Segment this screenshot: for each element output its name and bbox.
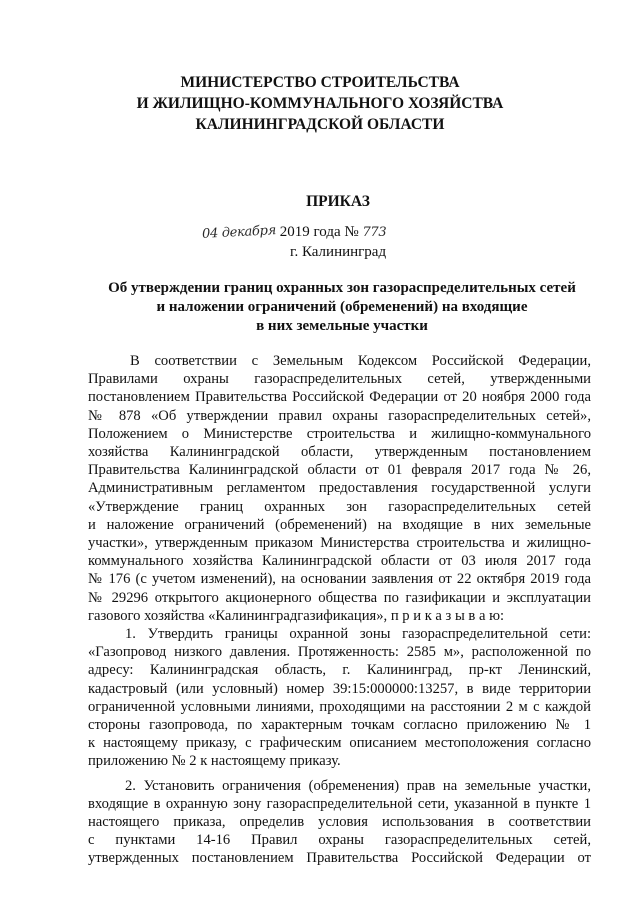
body-line: Правительства Калининградской области от 01 февраля 2017 года № 26, xyxy=(88,462,591,479)
body-line: газового хозяйства «Калининградгазификация», п р и к а з ы в а ю: xyxy=(88,607,505,624)
body-line: постановлением Правительства Российской Федерации от 20 ноября 2000 года xyxy=(88,389,591,406)
handwritten-date: 04 декабря xyxy=(201,223,277,242)
subject-line: и наложении ограничений (обременений) на входящие xyxy=(156,299,528,315)
body-line: адресу: Калининградская область, г. Калининград, пр-кт Ленинский, xyxy=(88,662,591,679)
body-line: 1. Утвердить границы охранной зоны газораспределительной сети: xyxy=(125,626,591,643)
body-line: к настоящему приказу, с графическим описанием местоположения согласно xyxy=(88,735,591,752)
body-line: 2. Установить ограничения (обременения) прав на земельные участки, xyxy=(125,777,591,794)
handwritten-number: 773 xyxy=(362,225,387,240)
body-line: «Газопровод низкого давления. Протяженность: 2585 м», расположенной по xyxy=(88,644,591,661)
subject-line: в них земельные участки xyxy=(256,318,428,334)
body-line: В соответствии с Земельным Кодексом Российской Федерации, xyxy=(130,353,591,369)
body-line: настоящего приказа, определив условия использования в соответствии xyxy=(88,814,591,831)
order-title: ПРИКАЗ xyxy=(306,193,370,210)
order-body xyxy=(88,352,591,868)
body-line: ограниченной условными линиями, проходящими на расстоянии 2 м с каждой xyxy=(88,698,591,715)
body-line: хозяйства Калининградской области, утвержденным постановлением xyxy=(88,444,591,461)
body-line: Правилами охраны газораспределительных сетей, утвержденными xyxy=(88,371,591,388)
order-year-text: 2019 года № xyxy=(279,224,359,240)
body-line: приложению № 2 к настоящему приказу. xyxy=(88,753,341,770)
body-line: стороны газопровода, по характерным точкам согласно приложению № 1 xyxy=(88,717,591,734)
body-line: № 878 «Об утверждении правил охраны газораспределительных сетей», xyxy=(88,407,591,424)
body-line: и наложение ограничений (обременений) на входящие в них земельные xyxy=(88,516,591,533)
order-city: г. Калининград xyxy=(290,244,387,260)
body-line: с пунктами 14-16 Правил охраны газораспределительных сетей, xyxy=(88,832,591,849)
body-line: Положением о Министерстве строительства и жилищно-коммунального xyxy=(88,425,591,442)
body-line: утвержденных постановлением Правительства Российской Федерации от xyxy=(88,850,591,867)
order-subject xyxy=(92,279,592,336)
header-line: МИНИСТЕРСТВО СТРОИТЕЛЬСТВА xyxy=(180,74,460,91)
header-line: И ЖИЛИЩНО-КОММУНАЛЬНОГО ХОЗЯЙСТВА xyxy=(136,95,504,112)
header-line: КАЛИНИНГРАДСКОЙ ОБЛАСТИ xyxy=(195,116,445,133)
subject-line: Об утверждении границ охранных зон газораспределительных сетей xyxy=(108,280,576,296)
ministry-header xyxy=(0,72,640,135)
body-line: входящие в охранную зону газораспределительной сети, указанной в пункте 1 xyxy=(88,795,591,812)
body-line: кадастровый (или условный) номер 39:15:000000:13257, в виде территории xyxy=(88,680,591,697)
order-date-line xyxy=(202,224,386,241)
body-line: Административным регламентом предоставления государственной услуги xyxy=(88,480,591,497)
body-line: коммунального хозяйства Калининградской области от 03 июля 2017 года xyxy=(88,553,591,570)
body-line: «Утверждение границ охранных зон газораспределительных сетей xyxy=(88,498,591,515)
body-line: участки», утвержденным приказом Министерства строительства и жилищно- xyxy=(88,535,591,552)
body-line: № 176 (с учетом изменений), на основании заявления от 22 октября 2019 года xyxy=(88,571,591,588)
body-line: № 29296 открытого акционерного общества по газификации и эксплуатации xyxy=(88,589,591,606)
